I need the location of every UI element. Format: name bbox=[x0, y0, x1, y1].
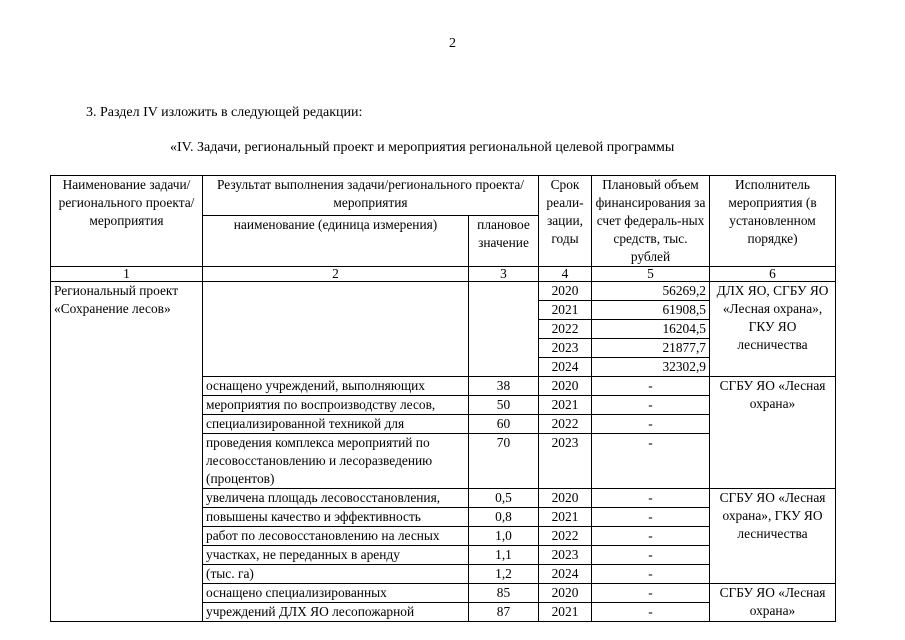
result1-executor: СГБУ ЯО «Лесная охрана» bbox=[710, 377, 836, 489]
amount-cell: 21877,7 bbox=[592, 339, 710, 358]
amount-cell: - bbox=[592, 434, 710, 489]
planned-value-cell: 0,8 bbox=[469, 508, 539, 527]
year-cell: 2022 bbox=[539, 527, 592, 546]
year-cell: 2024 bbox=[539, 565, 592, 584]
section-instruction: 3. Раздел IV изложить в следующей редакции: bbox=[86, 105, 363, 120]
amount-cell: - bbox=[592, 584, 710, 603]
header-funding: Плановый объем финансирования за счет федераль-ных средств, тыс. рублей bbox=[592, 176, 710, 267]
amount-cell: - bbox=[592, 527, 710, 546]
column-number: 4 bbox=[539, 267, 592, 282]
result2-name-line: повышены качество и эффективность bbox=[203, 508, 469, 527]
amount-cell: - bbox=[592, 377, 710, 396]
planned-value-cell: 85 bbox=[469, 584, 539, 603]
result2-name-line: увеличена площадь лесовосстановления, bbox=[203, 489, 469, 508]
result3-executor: СГБУ ЯО «Лесная охрана» bbox=[710, 584, 836, 622]
header-task-name: Наименование задачи/регионального проекта/мероприятия bbox=[51, 176, 203, 267]
program-table bbox=[50, 175, 836, 622]
year-cell: 2020 bbox=[539, 489, 592, 508]
year-cell: 2024 bbox=[539, 358, 592, 377]
amount-cell: - bbox=[592, 508, 710, 527]
result1-name-line: специализированной техникой для bbox=[203, 415, 469, 434]
result1-name-line: оснащено учреждений, выполняющих bbox=[203, 377, 469, 396]
amount-cell: - bbox=[592, 565, 710, 584]
header-term: Срок реали-зации, годы bbox=[539, 176, 592, 267]
project-name: Региональный проект «Сохранение лесов» bbox=[51, 282, 203, 622]
amount-cell: 32302,9 bbox=[592, 358, 710, 377]
amount-cell: 16204,5 bbox=[592, 320, 710, 339]
result2-name-line: (тыс. га) bbox=[203, 565, 469, 584]
amount-cell: - bbox=[592, 415, 710, 434]
planned-value-cell: 1,2 bbox=[469, 565, 539, 584]
amount-cell: - bbox=[592, 546, 710, 565]
result1-name-line: мероприятия по воспроизводству лесов, bbox=[203, 396, 469, 415]
project-executor: ДЛХ ЯО, СГБУ ЯО «Лесная охрана», ГКУ ЯО лесничества bbox=[710, 282, 836, 377]
result3-name-line: оснащено специализированных bbox=[203, 584, 469, 603]
header-executor: Исполнитель мероприятия (в установленном порядке) bbox=[710, 176, 836, 267]
planned-value-cell: 1,1 bbox=[469, 546, 539, 565]
year-cell: 2023 bbox=[539, 434, 592, 489]
year-cell: 2021 bbox=[539, 396, 592, 415]
project-result-name bbox=[203, 282, 469, 377]
planned-value-cell: 60 bbox=[469, 415, 539, 434]
amount-cell: - bbox=[592, 603, 710, 622]
header-row bbox=[51, 176, 836, 216]
column-number: 3 bbox=[469, 267, 539, 282]
header-result-name: наименование (единица измерения) bbox=[203, 216, 469, 267]
year-cell: 2022 bbox=[539, 320, 592, 339]
header-planned-value: плановое значение bbox=[469, 216, 539, 267]
planned-value-cell: 0,5 bbox=[469, 489, 539, 508]
amount-cell: 61908,5 bbox=[592, 301, 710, 320]
year-cell: 2020 bbox=[539, 584, 592, 603]
year-cell: 2021 bbox=[539, 508, 592, 527]
year-cell: 2021 bbox=[539, 603, 592, 622]
section-heading: «IV. Задачи, региональный проект и мероприятия региональной целевой программы bbox=[170, 140, 675, 155]
page-number: 2 bbox=[449, 36, 456, 51]
year-cell: 2021 bbox=[539, 301, 592, 320]
header-result-group: Результат выполнения задачи/регионального проекта/мероприятия bbox=[203, 176, 539, 216]
year-cell: 2020 bbox=[539, 282, 592, 301]
result2-name-line: участках, не переданных в аренду bbox=[203, 546, 469, 565]
result2-executor: СГБУ ЯО «Лесная охрана», ГКУ ЯО лесничества bbox=[710, 489, 836, 584]
amount-cell: - bbox=[592, 396, 710, 415]
amount-cell: - bbox=[592, 489, 710, 508]
amount-cell: 56269,2 bbox=[592, 282, 710, 301]
table-row bbox=[51, 282, 836, 301]
result1-name-line: проведения комплекса мероприятий по лесовосстановлению и лесоразведению (процентов) bbox=[203, 434, 469, 489]
column-number: 2 bbox=[203, 267, 469, 282]
project-planned-value bbox=[469, 282, 539, 377]
column-number-row bbox=[51, 267, 836, 282]
result2-name-line: работ по лесовосстановлению на лесных bbox=[203, 527, 469, 546]
result3-name-line: учреждений ДЛХ ЯО лесопожарной bbox=[203, 603, 469, 622]
column-number: 1 bbox=[51, 267, 203, 282]
planned-value-cell: 70 bbox=[469, 434, 539, 489]
year-cell: 2020 bbox=[539, 377, 592, 396]
planned-value-cell: 38 bbox=[469, 377, 539, 396]
column-number: 5 bbox=[592, 267, 710, 282]
year-cell: 2023 bbox=[539, 546, 592, 565]
year-cell: 2023 bbox=[539, 339, 592, 358]
planned-value-cell: 50 bbox=[469, 396, 539, 415]
planned-value-cell: 87 bbox=[469, 603, 539, 622]
year-cell: 2022 bbox=[539, 415, 592, 434]
planned-value-cell: 1,0 bbox=[469, 527, 539, 546]
column-number: 6 bbox=[710, 267, 836, 282]
